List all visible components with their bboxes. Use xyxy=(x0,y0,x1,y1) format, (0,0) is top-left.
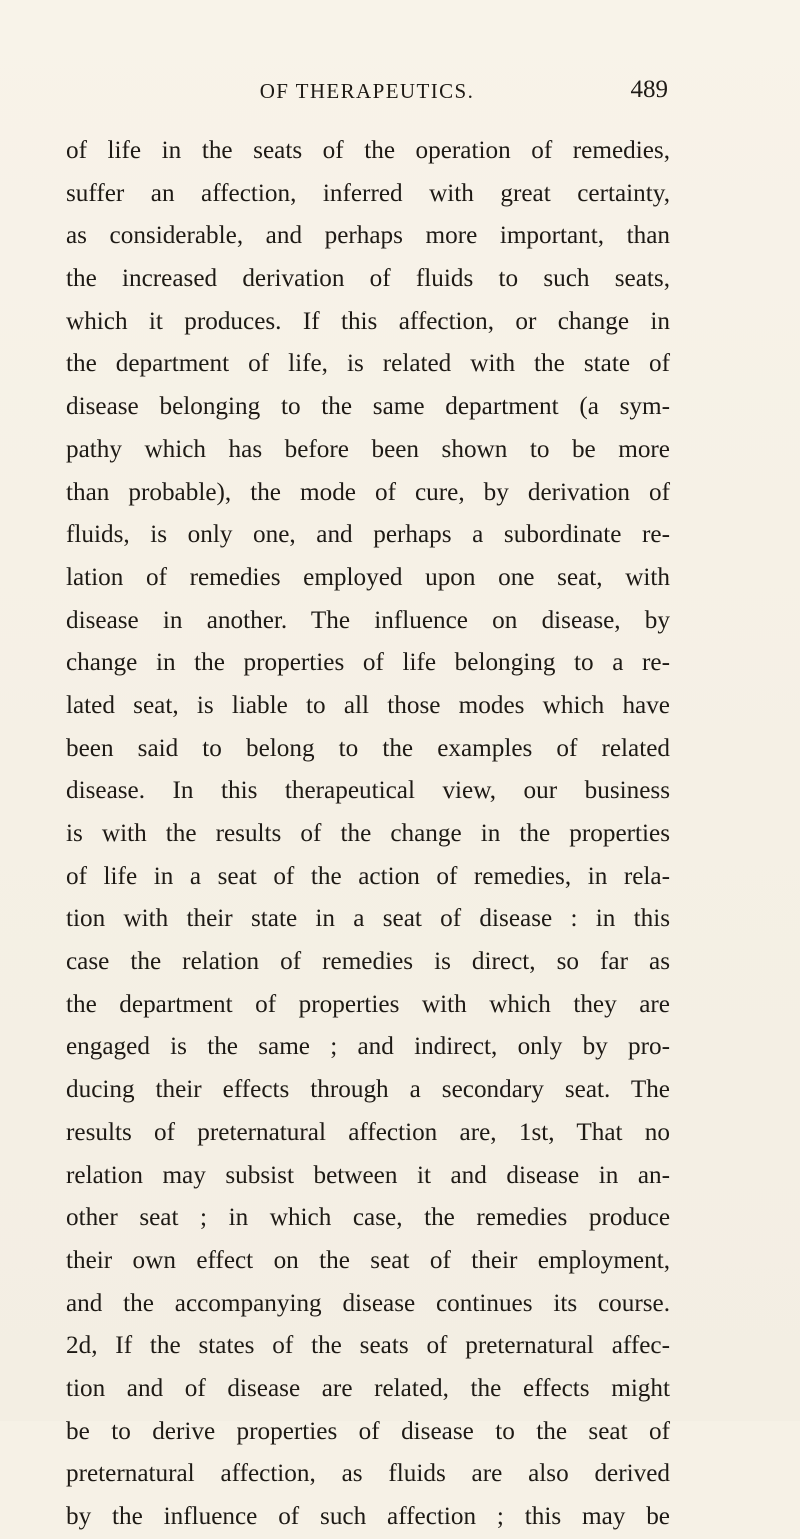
text-line: than probable), the mode of cure, by derivation of xyxy=(66,478,670,506)
text-line: their own effect on the seat of their employment, xyxy=(66,1246,670,1274)
text-line: relation may subsist between it and disease in an- xyxy=(66,1161,670,1189)
running-head xyxy=(66,76,668,106)
text-line: pathy which has before been shown to be more xyxy=(66,435,670,463)
text-line: tion with their state in a seat of disease : in this xyxy=(66,905,670,933)
text-line: disease in another. The influence on disease, by xyxy=(66,606,670,634)
text-line: results of preternatural affection are, 1st, That no xyxy=(66,1118,670,1146)
text-line: of life in a seat of the action of remedies, in rela- xyxy=(66,862,670,890)
text-line: been said to belong to the examples of related xyxy=(66,734,670,762)
text-line: is with the results of the change in the properties xyxy=(66,820,670,847)
text-line: 2d, If the states of the seats of preternatural affec- xyxy=(66,1332,670,1360)
text-line: as considerable, and perhaps more important, than xyxy=(66,222,670,250)
text-line: the department of life, is related with the state of xyxy=(66,350,670,378)
text-line: and the accompanying disease continues its course. xyxy=(66,1289,670,1317)
text-line: change in the properties of life belonging to a re- xyxy=(66,649,670,677)
text-line: lation of remedies employed upon one seat, with xyxy=(66,563,670,591)
text-line: suffer an affection, inferred with great certainty, xyxy=(66,179,670,207)
text-line: disease belonging to the same department (a sym- xyxy=(66,393,670,421)
text-line: of life in the seats of the operation of remedies, xyxy=(66,137,670,164)
text-line: case the relation of remedies is direct, so far as xyxy=(66,948,670,976)
body-text xyxy=(66,130,670,1539)
text-line: which it produces. If this affection, or change in xyxy=(66,307,670,335)
text-line: ducing their effects through a secondary seat. The xyxy=(66,1076,670,1104)
text-line: preternatural affection, as fluids are also derived xyxy=(66,1460,670,1488)
text-line: by the influence of such affection ; this may be xyxy=(66,1503,670,1530)
text-line: the increased derivation of fluids to such seats, xyxy=(66,265,670,293)
running-title: OF THERAPEUTICS. xyxy=(259,79,475,103)
text-line: tion and of disease are related, the effects might xyxy=(66,1374,670,1402)
text-line: lated seat, is liable to all those modes which have xyxy=(66,691,670,719)
text-line: fluids, is only one, and perhaps a subordinate re- xyxy=(66,521,670,549)
text-line: be to derive properties of disease to the seat of xyxy=(66,1417,670,1445)
text-line: disease. In this therapeutical view, our business xyxy=(66,777,670,805)
page-number: 489 xyxy=(630,76,668,103)
text-line: other seat ; in which case, the remedies produce xyxy=(66,1204,670,1232)
text-line: the department of properties with which they are xyxy=(66,990,670,1018)
text-line: engaged is the same ; and indirect, only by pro- xyxy=(66,1033,670,1061)
